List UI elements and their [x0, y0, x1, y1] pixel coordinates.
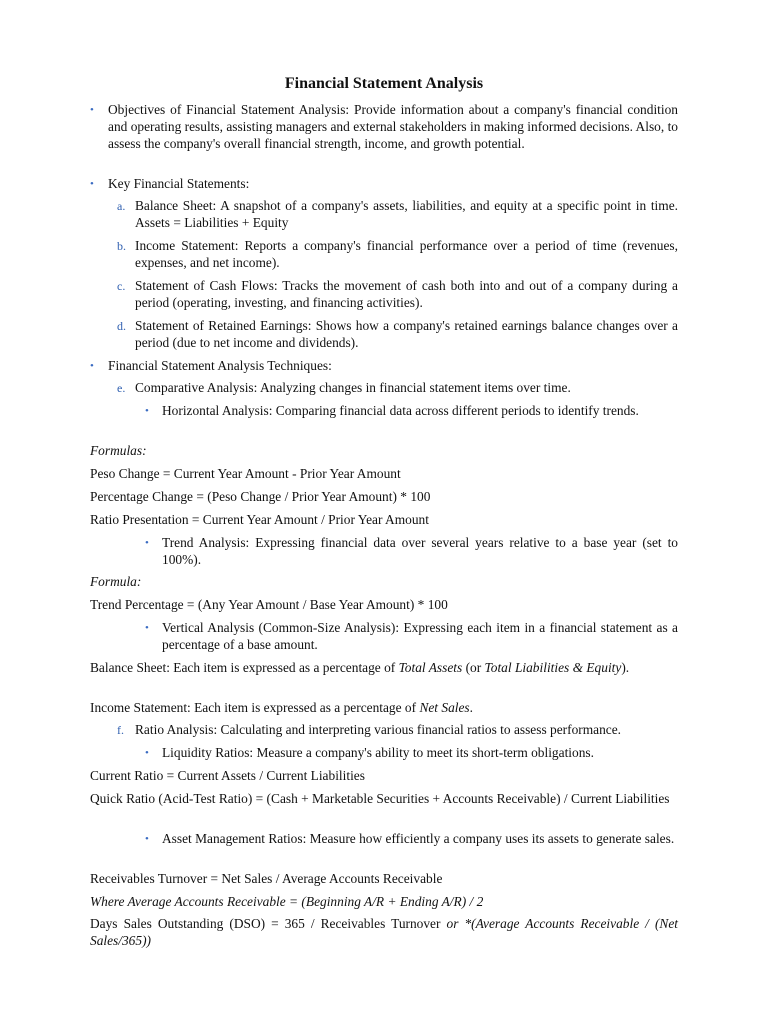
key-statements-heading: Key Financial Statements:: [108, 176, 250, 191]
ratio-presentation-formula: Ratio Presentation = Current Year Amount / Prior Year Amount: [90, 512, 429, 527]
page-title: Financial Statement Analysis: [284, 75, 484, 92]
quick-ratio-formula: Quick Ratio (Acid-Test Ratio) = (Cash + Marketable Securities + Accounts Receivable) / Current Liabilities: [90, 791, 670, 806]
average-ar-formula: Where Average Accounts Receivable = (Beginning A/R + Ending A/R) / 2: [90, 894, 484, 909]
income-statement-vertical: Income Statement: Each item is expressed as a percentage of Net Sales.: [90, 700, 474, 715]
bullet-icon: •: [145, 537, 149, 549]
bullet-icon: •: [145, 622, 149, 634]
bullet-icon: •: [145, 747, 149, 759]
list-marker: a.: [117, 199, 126, 213]
cash-flows-item: Statement of Cash Flows: Tracks the movement of cash both into and out of a company during a period (operating, investing, and financing activities).: [135, 278, 678, 310]
bullet-icon: •: [145, 405, 149, 417]
bullet-icon: •: [90, 360, 94, 372]
bullet-icon: •: [90, 104, 94, 116]
percentage-change-formula: Percentage Change = (Peso Change / Prior Year Amount) * 100: [90, 489, 431, 504]
ratio-analysis: Ratio Analysis: Calculating and interpreting various financial ratios to assess performance.: [135, 722, 622, 737]
balance-sheet-vertical: Balance Sheet: Each item is expressed as a percentage of Total Assets (or Total Liabilities & Equity).: [90, 660, 630, 675]
asset-management-ratios: Asset Management Ratios: Measure how efficiently a company uses its assets to generate sales.: [162, 831, 675, 846]
list-marker: c.: [117, 279, 126, 293]
income-statement-item: Income Statement: Reports a company's financial performance over a period of time (revenues, expenses, and net income).: [135, 238, 678, 270]
current-ratio-formula: Current Ratio = Current Assets / Current Liabilities: [90, 768, 365, 783]
formula-label: Formula:: [90, 574, 142, 589]
peso-change-formula: Peso Change = Current Year Amount - Prior Year Amount: [90, 466, 401, 481]
bullet-icon: •: [90, 178, 94, 190]
retained-earnings-item: Statement of Retained Earnings: Shows how a company's retained earnings balance changes over a period (due to net income and dividends).: [135, 318, 678, 350]
list-marker: b.: [117, 239, 126, 253]
comparative-analysis: Comparative Analysis: Analyzing changes in financial statement items over time.: [135, 380, 571, 395]
formulas-label: Formulas:: [90, 443, 147, 458]
list-marker: d.: [117, 319, 126, 333]
liquidity-ratios: Liquidity Ratios: Measure a company's ability to meet its short-term obligations.: [162, 745, 594, 760]
trend-analysis: Trend Analysis: Expressing financial data over several years relative to a base year (set to 100%).: [162, 535, 678, 567]
horizontal-analysis: Horizontal Analysis: Comparing financial data across different periods to identify trends.: [162, 403, 639, 418]
dso-formula: Days Sales Outstanding (DSO) = 365 / Receivables Turnover or *(Average Accounts Receivable / (Net Sales/365)): [90, 916, 678, 948]
list-marker: f.: [117, 723, 124, 737]
receivables-turnover-formula: Receivables Turnover = Net Sales / Average Accounts Receivable: [90, 871, 443, 886]
trend-percentage-formula: Trend Percentage = (Any Year Amount / Base Year Amount) * 100: [90, 597, 448, 612]
techniques-heading: Financial Statement Analysis Techniques:: [108, 358, 332, 373]
vertical-analysis: Vertical Analysis (Common-Size Analysis): Expressing each item in a financial statement as a percentage of a base amount.: [162, 620, 678, 652]
bullet-icon: •: [145, 833, 149, 845]
objectives-paragraph: Objectives of Financial Statement Analysis: Provide information about a company's financial condition and operating results, assisting managers and external stakeholders in making informed decisions. Also, to assess the company's overall financial strength, income, and growth potential.: [108, 102, 678, 151]
balance-sheet-item: Balance Sheet: A snapshot of a company's assets, liabilities, and equity at a specific point in time. Assets = Liabilities + Equity: [135, 198, 678, 230]
list-marker: e.: [117, 381, 126, 395]
